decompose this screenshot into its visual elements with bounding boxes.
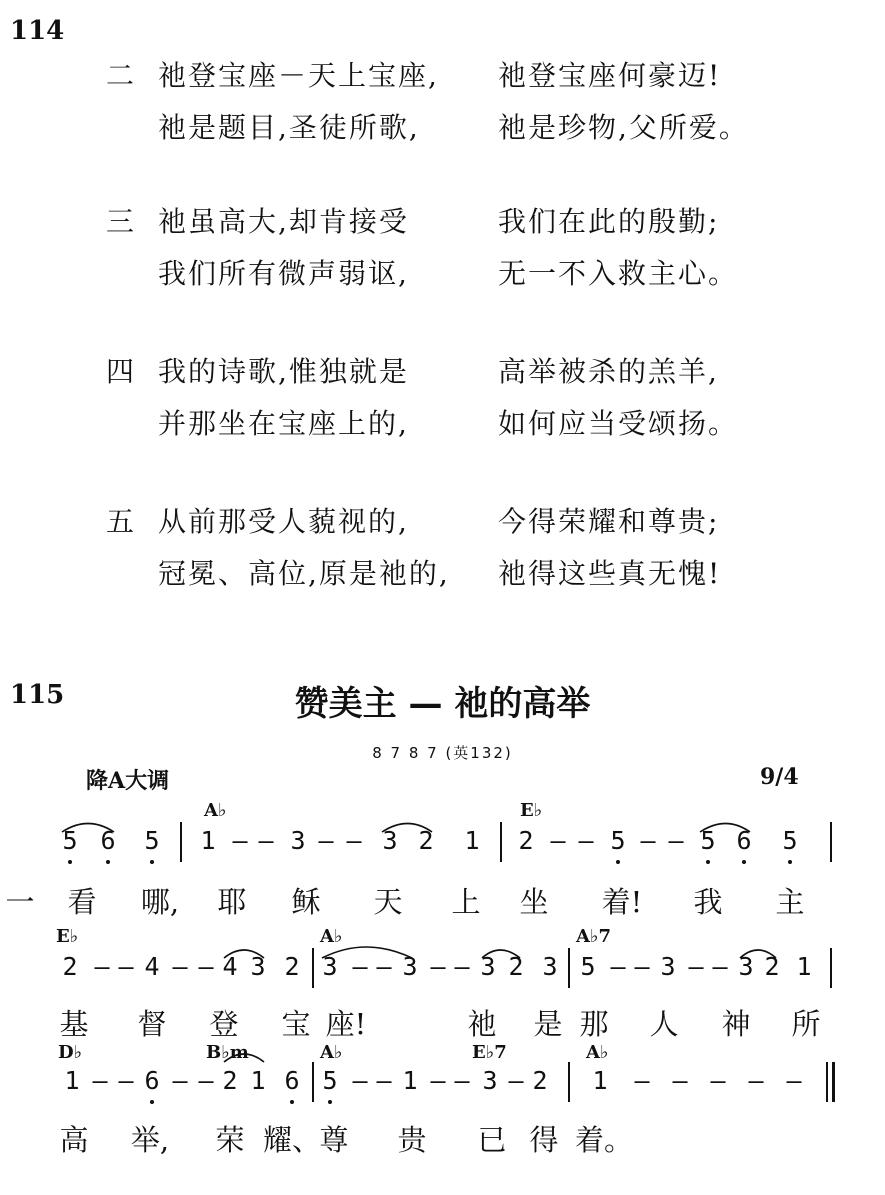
lyric-syllable: 宝: [281, 1007, 311, 1041]
low-octave-dot: [742, 860, 746, 864]
lyric-syllable: 是: [533, 1007, 563, 1041]
bar-line: [568, 1062, 570, 1102]
note: 6: [144, 1066, 160, 1095]
lyric-syllable: 我: [693, 885, 723, 919]
lyric-syllable: 荣: [215, 1123, 245, 1157]
note-dash: –: [172, 1066, 188, 1095]
final-bar-line: [832, 1062, 835, 1102]
time-signature: 9/4: [760, 764, 799, 790]
lyric-syllable: 耀、: [262, 1123, 322, 1157]
note: 5: [782, 826, 798, 855]
stanza-number: 四: [106, 355, 135, 388]
note-dash: –: [376, 952, 392, 981]
note: 3: [250, 952, 266, 981]
lyric-syllable: 天: [373, 885, 403, 919]
chord-symbol: A♭: [204, 800, 227, 821]
note: 2: [418, 826, 434, 855]
note-dash: –: [232, 826, 248, 855]
lyric-syllable: 得: [529, 1123, 559, 1157]
note: 3: [402, 952, 418, 981]
note-dash: –: [578, 826, 594, 855]
lyric-syllable: 看: [67, 885, 97, 919]
lyric-syllable: 高: [59, 1123, 89, 1157]
lyric-line: 无一不入救主心。: [498, 257, 739, 290]
note-dash: –: [454, 952, 470, 981]
note-dash: –: [640, 826, 656, 855]
note-dash: –: [634, 1066, 650, 1095]
lyric-line: 我们所有微声弱讴,: [158, 257, 409, 290]
lyric-line: 祂虽高大,却肯接受: [158, 205, 409, 238]
bar-line: [312, 1062, 314, 1102]
lyric-syllable: 着。: [574, 1123, 634, 1157]
lyric-syllable: 上: [451, 885, 481, 919]
note: 1: [200, 826, 216, 855]
final-bar-line: [826, 1062, 828, 1102]
note-dash: –: [172, 952, 188, 981]
lyric-line: 从前那受人藐视的,: [158, 505, 409, 538]
lyric-line: 祂登宝座－天上宝座,: [158, 59, 439, 92]
chord-symbol: D♭: [58, 1042, 83, 1063]
note: 3: [482, 1066, 498, 1095]
chord-symbol: A♭: [320, 926, 343, 947]
note-dash: –: [346, 826, 362, 855]
note-dash: –: [198, 1066, 214, 1095]
note-dash: –: [712, 952, 728, 981]
lyric-syllable: 人: [649, 1007, 679, 1041]
chord-symbol: A♭7: [576, 926, 611, 947]
note: 2: [764, 952, 780, 981]
lyric-syllable: 尊: [319, 1123, 349, 1157]
note: 1: [464, 826, 480, 855]
note: 4: [222, 952, 238, 981]
lyric-syllable: 一: [5, 885, 35, 919]
note: 3: [382, 826, 398, 855]
note-dash: –: [352, 952, 368, 981]
bar-line: [180, 822, 182, 862]
note: 2: [532, 1066, 548, 1095]
lyric-syllable: 举,: [130, 1123, 170, 1157]
lyric-line: 今得荣耀和尊贵;: [498, 505, 720, 538]
note: 2: [222, 1066, 238, 1095]
note-dash: –: [710, 1066, 726, 1095]
note: 1: [64, 1066, 80, 1095]
chord-symbol: E♭: [520, 800, 543, 821]
note: 1: [250, 1066, 266, 1095]
low-octave-dot: [616, 860, 620, 864]
lyric-line: 祂得这些真无愧!: [498, 557, 722, 590]
note: 5: [144, 826, 160, 855]
lyric-line: 祂登宝座何豪迈!: [498, 59, 722, 92]
note: 3: [542, 952, 558, 981]
lyric-line: 祂是珍物,父所爱。: [498, 111, 749, 144]
note-dash: –: [688, 952, 704, 981]
stanza-number: 二: [106, 59, 135, 92]
note-dash: –: [634, 952, 650, 981]
chord-symbol: A♭: [586, 1042, 609, 1063]
chord-symbol: A♭: [320, 1042, 343, 1063]
note-dash: –: [430, 952, 446, 981]
lyric-syllable: 座!: [325, 1007, 367, 1041]
low-octave-dot: [150, 1100, 154, 1104]
bar-line: [312, 948, 314, 988]
note-dash: –: [550, 826, 566, 855]
note: 3: [660, 952, 676, 981]
note: 6: [736, 826, 752, 855]
lyric-line: 并那坐在宝座上的,: [158, 407, 409, 440]
lyric-syllable: 坐: [519, 885, 549, 919]
lyric-syllable: 贵: [397, 1123, 427, 1157]
lyric-syllable: 稣: [291, 885, 321, 919]
lyric-line: 祂是题目,圣徒所歌,: [158, 111, 420, 144]
note: 5: [322, 1066, 338, 1095]
hymn-title: 赞美主 — 祂的高举: [294, 684, 591, 724]
note: 5: [610, 826, 626, 855]
stanza-number: 三: [106, 205, 135, 238]
hymn-meter: 8 7 8 7 (英132): [372, 744, 513, 762]
hymn-number: 115: [10, 680, 65, 710]
lyric-syllable: 耶: [217, 885, 247, 919]
note: 2: [284, 952, 300, 981]
lyric-line: 高举被杀的羔羊,: [498, 355, 719, 388]
note-dash: –: [786, 1066, 802, 1095]
lyric-syllable: 着!: [601, 885, 643, 919]
bar-line: [830, 948, 832, 988]
low-octave-dot: [328, 1100, 332, 1104]
low-octave-dot: [706, 860, 710, 864]
note-dash: –: [610, 952, 626, 981]
chord-symbol: B♭m: [206, 1042, 249, 1063]
lyric-syllable: 督: [137, 1007, 167, 1041]
chord-symbol: E♭7: [472, 1042, 507, 1063]
lyric-syllable: 祂: [467, 1007, 497, 1041]
note-dash: –: [748, 1066, 764, 1095]
stanza-number: 五: [106, 505, 135, 538]
low-octave-dot: [290, 1100, 294, 1104]
lyric-syllable: 已: [477, 1123, 507, 1157]
lyric-syllable: 那: [579, 1007, 609, 1041]
lyric-syllable: 哪,: [140, 885, 180, 919]
lyric-syllable: 基: [59, 1007, 89, 1041]
low-octave-dot: [68, 860, 72, 864]
lyric-syllable: 神: [721, 1007, 751, 1041]
note-dash: –: [672, 1066, 688, 1095]
note: 5: [62, 826, 78, 855]
note: 2: [62, 952, 78, 981]
note-dash: –: [118, 952, 134, 981]
note-dash: –: [94, 952, 110, 981]
note: 3: [738, 952, 754, 981]
note-dash: –: [454, 1066, 470, 1095]
note: 1: [796, 952, 812, 981]
note: 2: [518, 826, 534, 855]
bar-line: [568, 948, 570, 988]
note: 2: [508, 952, 524, 981]
note-dash: –: [118, 1066, 134, 1095]
note: 6: [284, 1066, 300, 1095]
note: 6: [100, 826, 116, 855]
note: 3: [322, 952, 338, 981]
note-dash: –: [198, 952, 214, 981]
note: 4: [144, 952, 160, 981]
lyric-line: 我的诗歌,惟独就是: [158, 355, 409, 388]
note-dash: –: [668, 826, 684, 855]
note-dash: –: [92, 1066, 108, 1095]
lyric-line: 如何应当受颂扬。: [498, 407, 739, 440]
note: 5: [580, 952, 596, 981]
lyric-syllable: 主: [775, 885, 805, 919]
chord-symbol: E♭: [56, 926, 79, 947]
lyric-syllable: 所: [791, 1007, 821, 1041]
key-signature: 降A大调: [86, 768, 170, 794]
note-dash: –: [508, 1066, 524, 1095]
page-number-top: 114: [10, 16, 65, 46]
note-dash: –: [318, 826, 334, 855]
note: 1: [402, 1066, 418, 1095]
low-octave-dot: [150, 860, 154, 864]
bar-line: [830, 822, 832, 862]
note-dash: –: [376, 1066, 392, 1095]
low-octave-dot: [106, 860, 110, 864]
low-octave-dot: [788, 860, 792, 864]
note: 3: [290, 826, 306, 855]
note: 5: [700, 826, 716, 855]
bar-line: [500, 822, 502, 862]
note: 3: [480, 952, 496, 981]
note: 1: [592, 1066, 608, 1095]
lyric-syllable: 登: [209, 1007, 239, 1041]
lyric-line: 冠冕、高位,原是祂的,: [158, 557, 450, 590]
note-dash: –: [352, 1066, 368, 1095]
note-dash: –: [258, 826, 274, 855]
lyric-line: 我们在此的殷勤;: [498, 205, 720, 238]
note-dash: –: [430, 1066, 446, 1095]
